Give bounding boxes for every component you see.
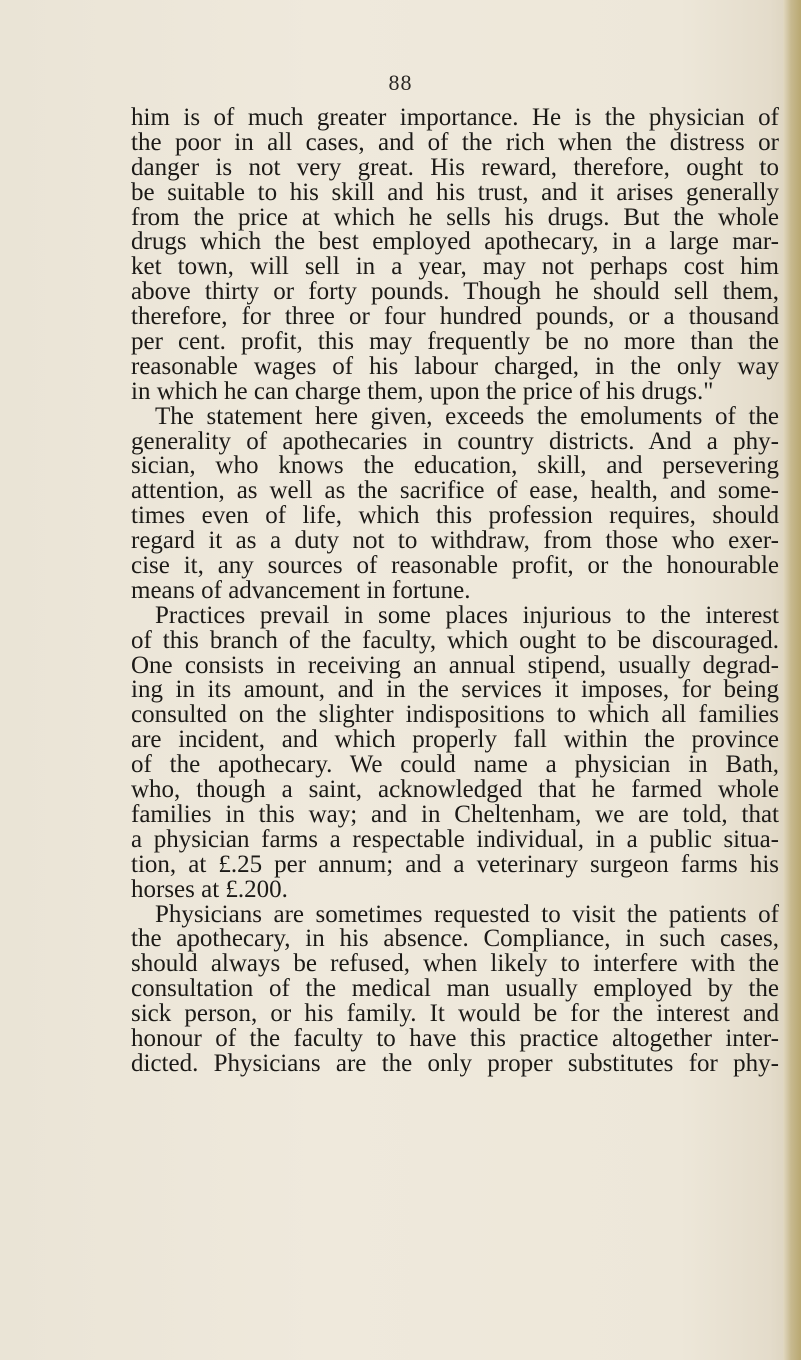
text-line: should always be refused, when likely to interfere with the [131, 950, 779, 978]
body-text [131, 106, 779, 1077]
text-line: One consists in receiving an annual stipend, usually degrad- [131, 651, 779, 679]
text-line: consultation of the medical man usually employed by the [131, 975, 779, 1003]
text-line: horses at £.200. [131, 875, 288, 903]
paragraph-first-line: Practices prevail in some places injurious to the interest [155, 601, 779, 629]
text-line: consulted on the slighter indispositions to which all families [131, 701, 779, 729]
page-edge [783, 0, 801, 1360]
text-line: of this branch of the faculty, which ought to be discouraged. [131, 626, 779, 654]
paragraph-first-line: The statement here given, exceeds the emoluments of the [155, 402, 779, 430]
text-line: honour of the faculty to have this practice altogether inter- [131, 1024, 779, 1052]
text-line: ket town, will sell in a year, may not perhaps cost him [131, 253, 779, 281]
text-line: are incident, and which properly fall within the province [131, 726, 779, 754]
text-line: danger is not very great. His reward, therefore, ought to [131, 153, 779, 181]
text-line: the apothecary, in his absence. Compliance, in such cases, [131, 925, 779, 953]
text-line: cise it, any sources of reasonable profit, or the honourable [131, 552, 779, 580]
text-line: times even of life, which this profession requires, should [131, 502, 779, 530]
text-line: dicted. Physicians are the only proper substitutes for phy- [131, 1049, 779, 1077]
text-line: him is of much greater importance. He is the physician of [131, 104, 779, 131]
text-line: per cent. profit, this may frequently be no more than the [131, 328, 779, 356]
text-line: therefore, for three or four hundred pounds, or a thousand [131, 303, 779, 331]
text-line: generality of apothecaries in country districts. And a phy- [131, 427, 779, 455]
paragraph-first-line: Physicians are sometimes requested to visit the patients of [155, 900, 779, 928]
text-line: means of advancement in fortune. [131, 576, 471, 604]
text-line: families in this way; and in Cheltenham, we are told, that [131, 800, 779, 828]
text-line: ing in its amount, and in the services it imposes, for being [131, 676, 779, 704]
text-line: sician, who knows the education, skill, and persevering [131, 452, 779, 480]
page-number: 88 [388, 70, 413, 95]
text-line: be suitable to his skill and his trust, and it arises generally [131, 178, 779, 206]
text-line: drugs which the best employed apothecary, in a large mar- [131, 228, 779, 256]
text-line: the poor in all cases, and of the rich when the distress or [131, 128, 779, 156]
text-line: reasonable wages of his labour charged, in the only way [131, 352, 779, 380]
text-line: who, though a saint, acknowledged that he farmed whole [131, 776, 779, 804]
text-line: above thirty or forty pounds. Though he should sell them, [131, 278, 779, 306]
text-line: of the apothecary. We could name a physician in Bath, [131, 751, 779, 779]
text-line: a physician farms a respectable individual, in a public situa- [131, 825, 779, 853]
text-line: in which he can charge them, upon the price of his drugs." [131, 377, 714, 405]
text-line: from the price at which he sells his drugs. But the whole [131, 203, 779, 231]
text-line: regard it as a duty not to withdraw, from those who exer- [131, 527, 779, 555]
text-line: tion, at £.25 per annum; and a veterinary surgeon farms his [131, 850, 779, 878]
text-line: attention, as well as the sacrifice of ease, health, and some- [131, 477, 779, 505]
text-line: sick person, or his family. It would be for the interest and [131, 1000, 779, 1028]
